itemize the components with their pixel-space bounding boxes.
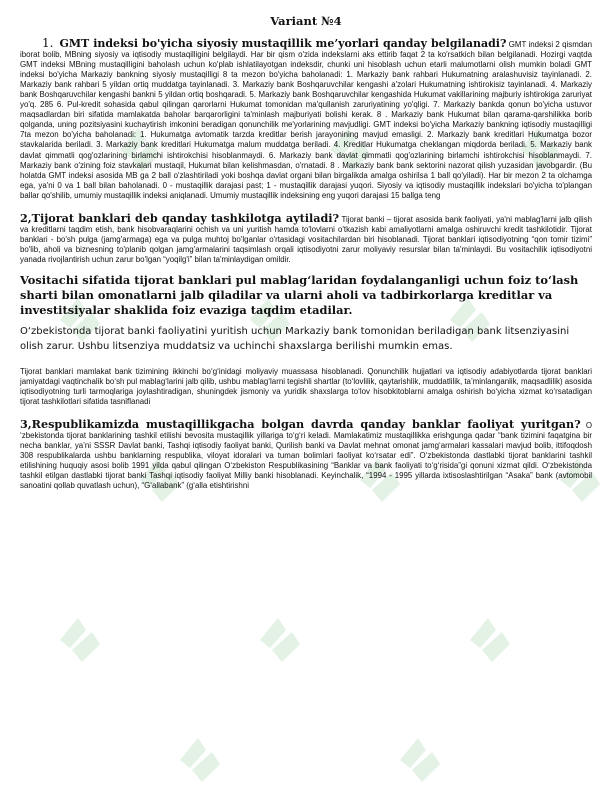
question-1-number: 1. xyxy=(42,36,54,50)
question-3-heading: 3,Respublikamizda mustaqillikgacha bolgan davrda qanday banklar faoliyat yuritgan? xyxy=(20,417,581,432)
license-paragraph: O‘zbekistonda tijorat banki faoliyatini yuritish uchun Markaziy bank tomonidan beriladigan bank litsenziyasini olish zarur. Ushbu litsenziya muddatsiz va uchinchi shaxslarga berilishi mumkin emas. xyxy=(20,325,570,353)
page-title: Variant №4 xyxy=(270,14,342,28)
commercial-banks-paragraph: Tijorat banklari mamlakat bank tizimining ikkinchi bo‘g‘inidagi moliyaviy muassasa hisoblanadi. Qonunchilik hujjatlari va iqtisodiy adabiyotlarda tijorat banklari jamiyatdagi vaqtinchalik bo‘sh pul mablag‘larini jalb qilib, ushbu mablag‘larni tegishli shartlar (to‘lovlilik, qaytarishlik, muddatlilik, ta’minlanganlik, maqsadlilik) asosida iqtisodiyotning turli tarmoqlariga joylashtiradigan, shuningdek jismoniy va yuridik shaxslarga to‘lov hisobkitoblarni amalga oshirish bo‘yicha xizmat ko‘rsatadigan tijorat tashkilotlari sifatida tasniflanadi xyxy=(20,366,592,407)
question-1-body: GMT indeksi 2 qismdan iborat bolib, MBning siyosiy va iqtisodiy mustaqilligini belgilaydi. Har bir qism o'zida indekslarni aks ettirib faqat 2 ta ko'rsatkich bilan belgilanadi. Hozirgi vaqtda GMT indeksi MBning mustaqilligini baholash uchun ko'plab ishlatilayotgan indeksdir, chunki uni hisoblash uchun etarli malumotlarni olish mumkin boladi GMT indeksi bo'yicha Markaziy bankning siyosiy mustaqilligi 8 ta mezon bo'yicha baholanadi: 1. Markaziy bank rahbari Hukumatning aralashuvisiz tayinlanadi. 2. Markaziy bank rahbari 5 yildan ortiq muddatga tayinlanadi. 3. Markaziy bank Boshqaruvchilar kengashi a'zolari Hukumatning ishtirokisiz tayinlanadi. 4. Markaziy bank Boshqaruvchilar kengashi bankni 5 yildan ortiq boshqaradi. 5. Markaziy bank Boshqaruvchilar kengashida Hukumat vakillarining majburiy ishtirokiga zaruriyat yo'q. 285 6. Pul-kredit sohasida qabul qilingan qarorlarni Hukumat tomonidan ma'qullanish zaruriyatining yo'qligi. 7. Markaziy bankda qonun bo'yicha ustuvor maqsadlardan biri sifatida mamlakatda baholar barqarorligini ta'minlash majburiyati bolishi kerak. 8 . Markaziy bank Hukumat bilan qarama-qarshilikka borib qolganda, uning pozitsiyasini kuchaytirish imkonini beradigan qonunchilik me'yorlarining mavjudligi. GMT indeksi bo'yicha Markaziy bankning iqtisodiy mustaqilligi 7ta mezon bo'yicha baholanadi: 1. Hukumatga avtomatik tarzda kreditlar berish jarayonining mavjud emasligi. 2. Markaziy bank kreditlari Hukumatga bozor stavkalarida beriladi. 3. Markaziy bank kreditlari Hukumatga malum muddatga beriladi. 4. Kreditlar Hukumatga cheklangan miqdorda beriladi. 5. Markaziy bank davlat qimmatli qog'ozlarining birlamchi ishtirokchisi hisoblanmaydi. 6. Markaziy bank davlat qimmatli qog'ozlarining birlamchi ishtirokchisi hisoblanmaydi. 7. Markaziy bank o'zining foiz stavkalari mustaqil, Hukumat bilan kelishmasdan, o'rnatadi. 8 . Markaziy bank bank sektorini nazorat qilish yuzasidan javobgardir. (Bu holatda GMT indeksi asosida MB ga 2 ball o'zlashtiriladi yoki boshqa davlat organi bilan birgalikda amalga oshirilsa 1 ball qo'yiladi). Har bir mezon 2 ta olchamga ega, ya'ni 0 va 1 ball bilan baholanadi. 0 - mustaqillik darajasi past; 1 - mustaqillik darajasi yuqori. Siyosiy va iqtisodiy mustaqillik indekslari bo'yicha to'plangan ballar qo'shilib, umumiy mustaqillik indeksi aniqlanadi. Umumiy mustaqillik indeksining eng yuqori darajasi 15 ballga teng xyxy=(20,40,592,200)
question-1 xyxy=(20,38,592,201)
document-content xyxy=(20,14,592,492)
bold-statement: Vositachi sifatida tijorat banklari pul mablag‘laridan foydalanganligi uchun foiz to‘lash sharti bilan omonatlarni jalb qiladilar va ularni aholi va tadbirkorlarga kreditlar va investitsiyalar shaklida foiz evaziga taqdim etadilar. xyxy=(20,272,579,317)
question-1-heading: GMT indeksi bo'yicha siyosiy mustaqillik me’yorlari qanday belgilanadi? xyxy=(59,37,507,50)
question-3 xyxy=(20,419,592,491)
question-2-body: Tijorat banki – tijorat asosida bank faoliyati, ya'ni mablag'larni jalb qilish va kreditlarni taqdim etish, bank hisobvaraqlarini ochish va uni yuritish hamda to'lovlarni o'tkazish kabi amaliyotlarni amalga oshiruvchi kredit tashkilotidir. Tijorat banklari - bo'sh pulga (jamg'armaga) ega va pulga muhtoj bo'lganlar o'rtasidagi vositachilardan biri hisoblanadi. Tijorat banklari iqtisodiyotning “qon tomir tizimi” bo'lib, aholi va biznesning to'planib qolgan jamg'armalarini taqsimlash orqali iqtisodiyotni zarur moliyaviy resurslar bilan ta'minlaydi. Bu vositachilik iqtisodiyotni yanada rivojlantirish uchun zarur bo'lgan “yoqilg'i” bilan ta'minlaydigan omildir. xyxy=(20,214,592,264)
question-2 xyxy=(20,210,592,265)
question-2-heading: 2,Tijorat banklari deb qanday tashkilotga aytiladi? xyxy=(20,210,340,225)
question-3-body: O ‘zbekistonda tijorat banklarining tashkil etilishi bevosita mustaqillik yillariga to‘g‘ri keladi. Mamlakatimiz mustaqillikka erishgunga qadar “bank tizimini faqatgina bir necha banklar, ya’ni SSSR Davlat banki, Tashqi iqtisodiy faoliyat banki, Qurilish banki va Davlat mehnat omonat jamg‘armalari kassalari mavjud bolib, ittifoqdosh 308 respublikalarda ushbu banklarning respublika, viloyat idoralari va tuman bolimlari faoliyat ko‘rsatar edi”. O‘zbekistonda dastlabki tijorat banklarini tashkil etilishining huquqiy asosi bolib 1991 yilda qabul qilingan O‘zbekiston Respublikasining “Banklar va bank faoliyati to‘g‘risida”gi qonuni xizmat qildi. O‘zbekistonda tashkil etilgan dastlabki tijorat banki Tashqi iqtisodiy faoliyat Milliy banki hisoblanadi. Keyinchalik, “1994 - 1995 yillarda ixtisoslashtirilgan “Asaka” bank (avtomobil sanoatini qollab quvatlash uchun), “G‘allabank” (g‘alla etishtirishni xyxy=(20,421,592,491)
